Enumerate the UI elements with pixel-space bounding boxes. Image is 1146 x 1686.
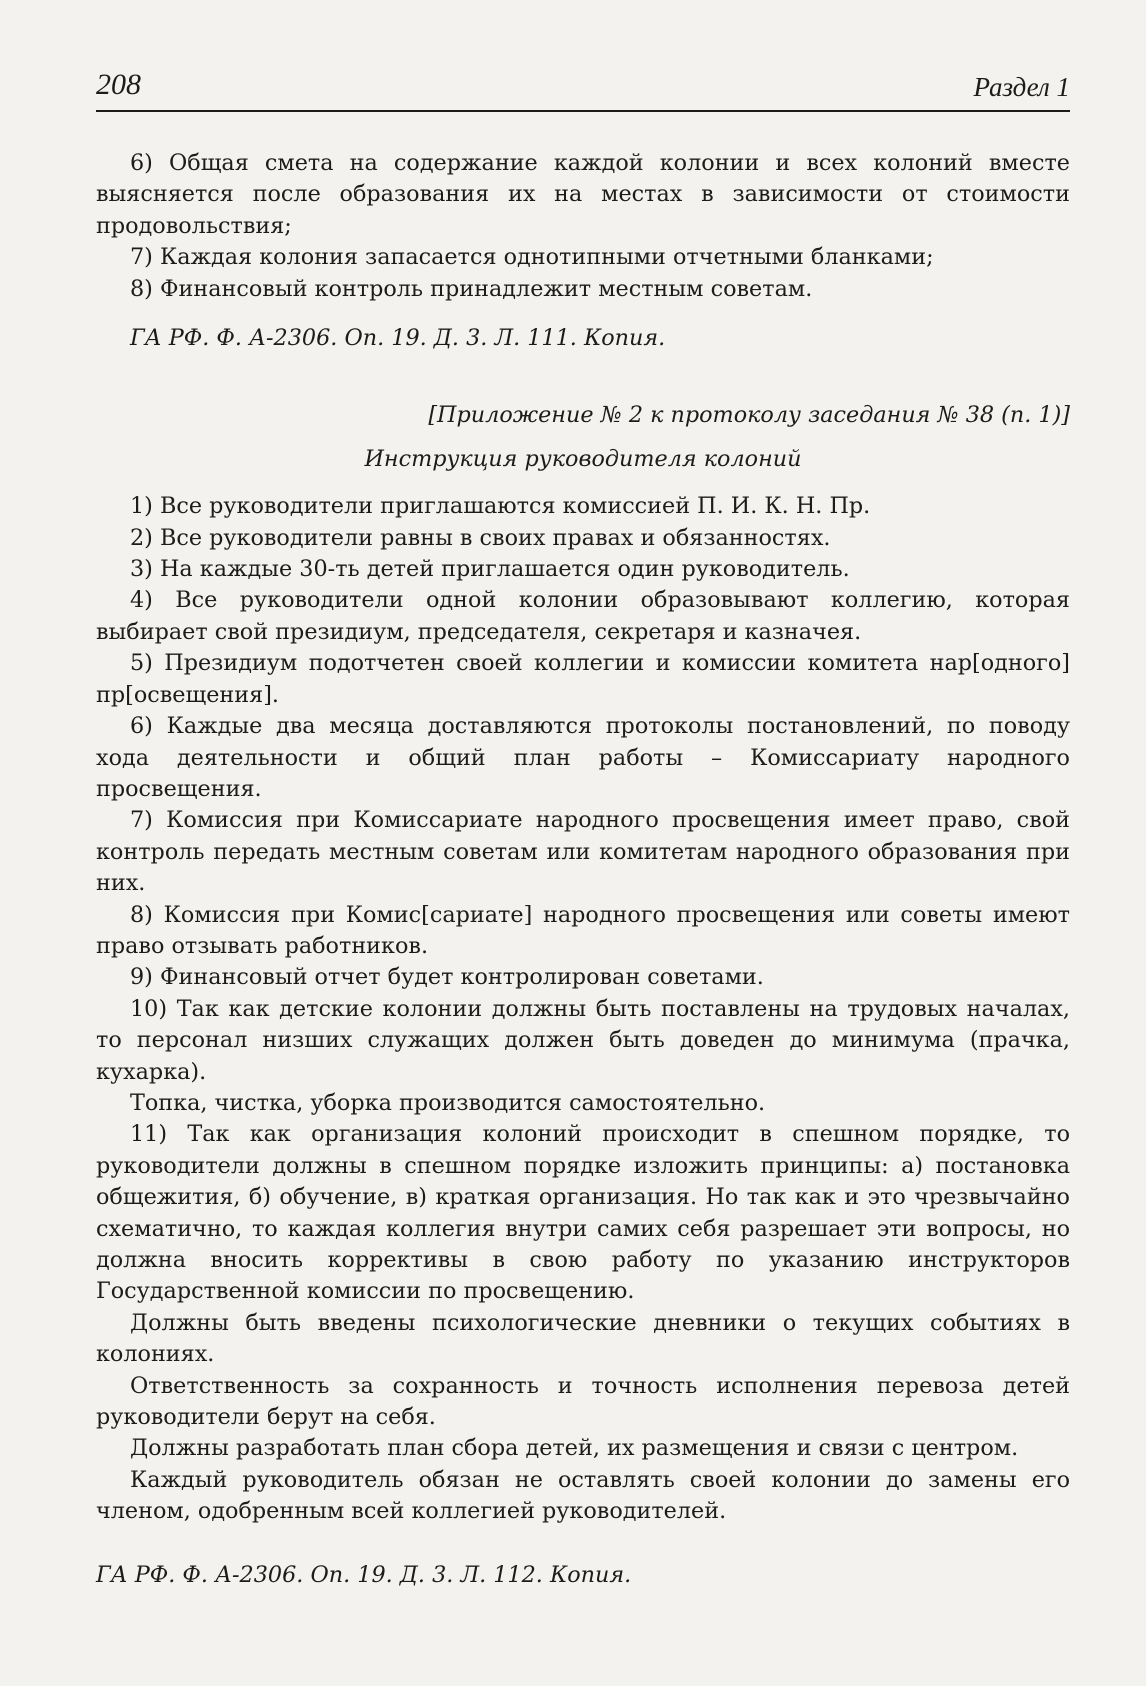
instruction-item: 4) Все руководители одной колонии образовывают коллегию, которая выбирает свой президиум, председателя, секретаря и казначея. (96, 587, 1070, 645)
instruction-item: 1) Все руководители приглашаются комиссией П. И. К. Н. Пр. (130, 493, 871, 520)
document-title: Инструкция руководителя колоний (364, 445, 802, 472)
closing-paragraph: Ответственность за сохранность и точность исполнения перевоза детей руководители берут на себя. (96, 1372, 1070, 1431)
instruction-item: 7) Комиссия при Комиссариате народного просвещения имеет право, свой контроль передать местным советам или комитетам народного образования при них. (96, 807, 1070, 897)
closing-paragraph: Каждый руководитель обязан не оставлять своей колонии до замены его членом, одобренным всей коллегией руководителей. (96, 1466, 1070, 1525)
instruction-item: 10) Так как детские колонии должны быть поставлены на трудовых началах, то персонал низших служащих должен быть доведен до минимума (прачка, кухарка). (96, 995, 1070, 1085)
instruction-item: 11) Так как организация колоний происходит в спешном порядке, то руководители должны в спешном порядке изложить принципы: а) постановка общежития, б) обучение, в) краткая организация. Но так как и это чрезвычайно схематично, то каждая коллегия внутри самих себя разрешает эти вопросы, но должна вносить коррективы в свою работу по указанию инструкторов Государственной комиссии по просвещению. (96, 1121, 1070, 1305)
instruction-item: 9) Финансовый отчет будет контролирован советами. (130, 964, 764, 991)
instruction-item: 3) На каждые 30-ть детей приглашается один руководитель. (130, 556, 850, 583)
instruction-item: 8) Комиссия при Комис[сариате] народного просвещения или советы имеют право отзывать работников. (96, 901, 1070, 959)
instruction-item: Топка, чистка, уборка производится самостоятельно. (130, 1089, 766, 1116)
list-item: 7) Каждая колония запасается однотипными отчетными бланками; (130, 244, 934, 271)
closing-paragraph: Должны быть введены психологические дневники о текущих событиях в колониях. (96, 1309, 1070, 1368)
page-number: 208 (96, 68, 141, 101)
instruction-item: 2) Все руководители равны в своих правах и обязанностях. (130, 524, 831, 551)
instruction-item: 5) Президиум подотчетен своей коллегии и комиссии комитета нар[одного] пр[освещения]. (96, 650, 1070, 708)
archive-reference: ГА РФ. Ф. А-2306. Оп. 19. Д. 3. Л. 112. Копия. (96, 1561, 632, 1588)
appendix-heading: [Приложение № 2 к протоколу заседания № 38 (п. 1)] (428, 402, 1070, 429)
section-title: Раздел 1 (973, 72, 1070, 102)
closing-paragraph: Должны разработать план сбора детей, их размещения и связи с центром. (130, 1435, 1019, 1462)
instruction-item: 6) Каждые два месяца доставляются протоколы постановлений, по поводу хода деятельности и общий план работы – Комиссариату народного просвещения. (96, 713, 1070, 802)
list-item: 6) Общая смета на содержание каждой колонии и всех колоний вместе выясняется после образования их на местах в зависимости от стоимости продовольствия; (96, 150, 1070, 239)
page-body (96, 148, 1070, 1591)
list-item: 8) Финансовый контроль принадлежит местным советам. (130, 275, 813, 302)
running-header (96, 64, 1070, 112)
archive-reference: ГА РФ. Ф. А-2306. Оп. 19. Д. 3. Л. 111. Копия. (130, 325, 666, 352)
